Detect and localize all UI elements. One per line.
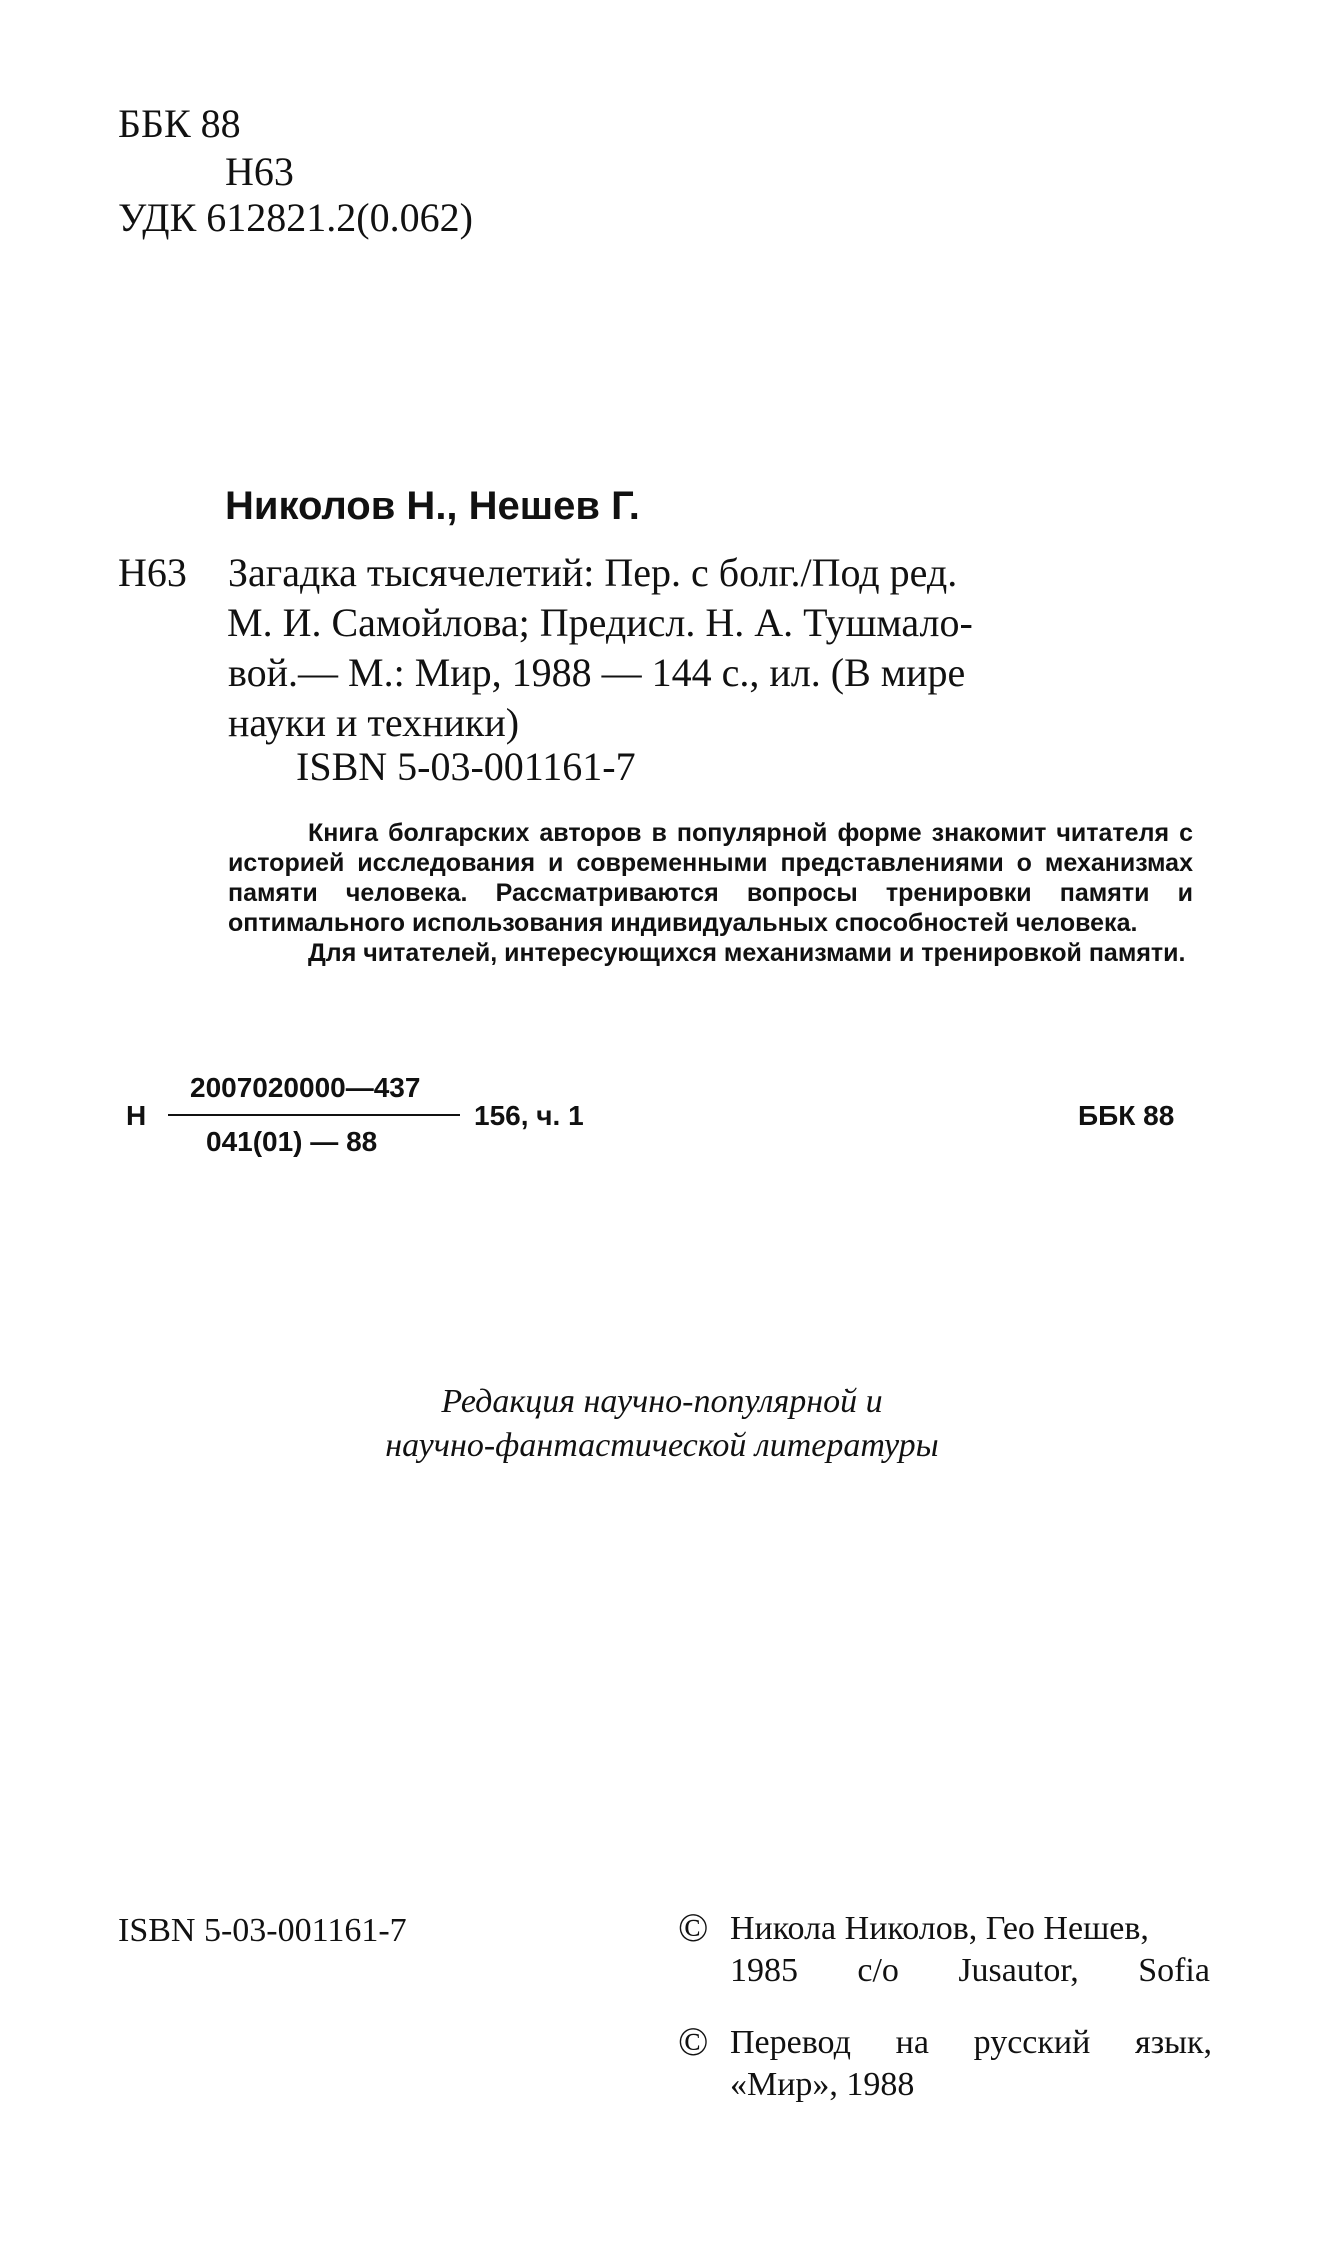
record-line: вой.— М.: Мир, 1988 — 144 с., ил. (В мире xyxy=(228,650,966,695)
bbk-code: ББК 88 xyxy=(118,101,241,146)
record-line: науки и техники) xyxy=(228,700,520,745)
copyright-year: 1985 xyxy=(730,1952,798,1989)
copyright-icon: © xyxy=(678,2019,709,2064)
annotation xyxy=(228,818,1193,968)
annotation-paragraph: Книга болгарских авторов в популярной форме знакомит читателя с историей исследования и современными представлениями о механизмах памяти человека. Рассматриваются вопросы тренировки памяти и оптимального использования индивидуальных способностей человека. xyxy=(228,819,1193,937)
record-isbn: ISBN 5-03-001161-7 xyxy=(296,744,636,789)
editorial-line: Редакция научно-популярной и xyxy=(441,1383,883,1420)
copyright-agency: Jusautor, xyxy=(958,1952,1079,1989)
code-bbk: ББК 88 xyxy=(1078,1100,1175,1131)
code-letter: Н xyxy=(126,1100,147,1131)
editorial-line: научно-фантастической литературы xyxy=(385,1427,939,1464)
annotation-paragraph: Для читателей, интересующихся механизмами и тренировкой памяти. xyxy=(308,939,1186,967)
udk-code: УДК 612821.2(0.062) xyxy=(118,195,473,240)
code-denominator: 041(01) — 88 xyxy=(206,1126,378,1157)
record-line: Загадка тысячелетий: Пер. с болг./Под ред. xyxy=(228,550,958,595)
copyright-translation-line2: «Мир», 1988 xyxy=(730,2066,915,2103)
copyright-care-of: c/o xyxy=(857,1952,899,1989)
footer-isbn: ISBN 5-03-001161-7 xyxy=(118,1912,407,1949)
record-description xyxy=(228,548,1196,748)
copyright-authors-line1: Никола Николов, Гео Нешев, xyxy=(730,1910,1149,1947)
code-fraction-line xyxy=(168,1114,460,1116)
copyright-translation-line1: Перевод на русский язык, xyxy=(730,2024,1212,2061)
record-authors: Николов Н., Нешев Г. xyxy=(225,484,640,528)
copyright-authors-line2 xyxy=(730,1950,1210,1992)
record-line: М. И. Самойлова; Предисл. Н. А. Тушмало- xyxy=(227,600,973,645)
author-mark: Н63 xyxy=(225,149,294,194)
code-suffix: 156, ч. 1 xyxy=(474,1100,584,1131)
editorial-note xyxy=(262,1380,1062,1468)
copyright-icon: © xyxy=(678,1905,709,1950)
record-mark: Н63 xyxy=(118,550,187,595)
code-numerator: 2007020000—437 xyxy=(190,1072,421,1103)
copyright-city: Sofia xyxy=(1138,1952,1210,1989)
